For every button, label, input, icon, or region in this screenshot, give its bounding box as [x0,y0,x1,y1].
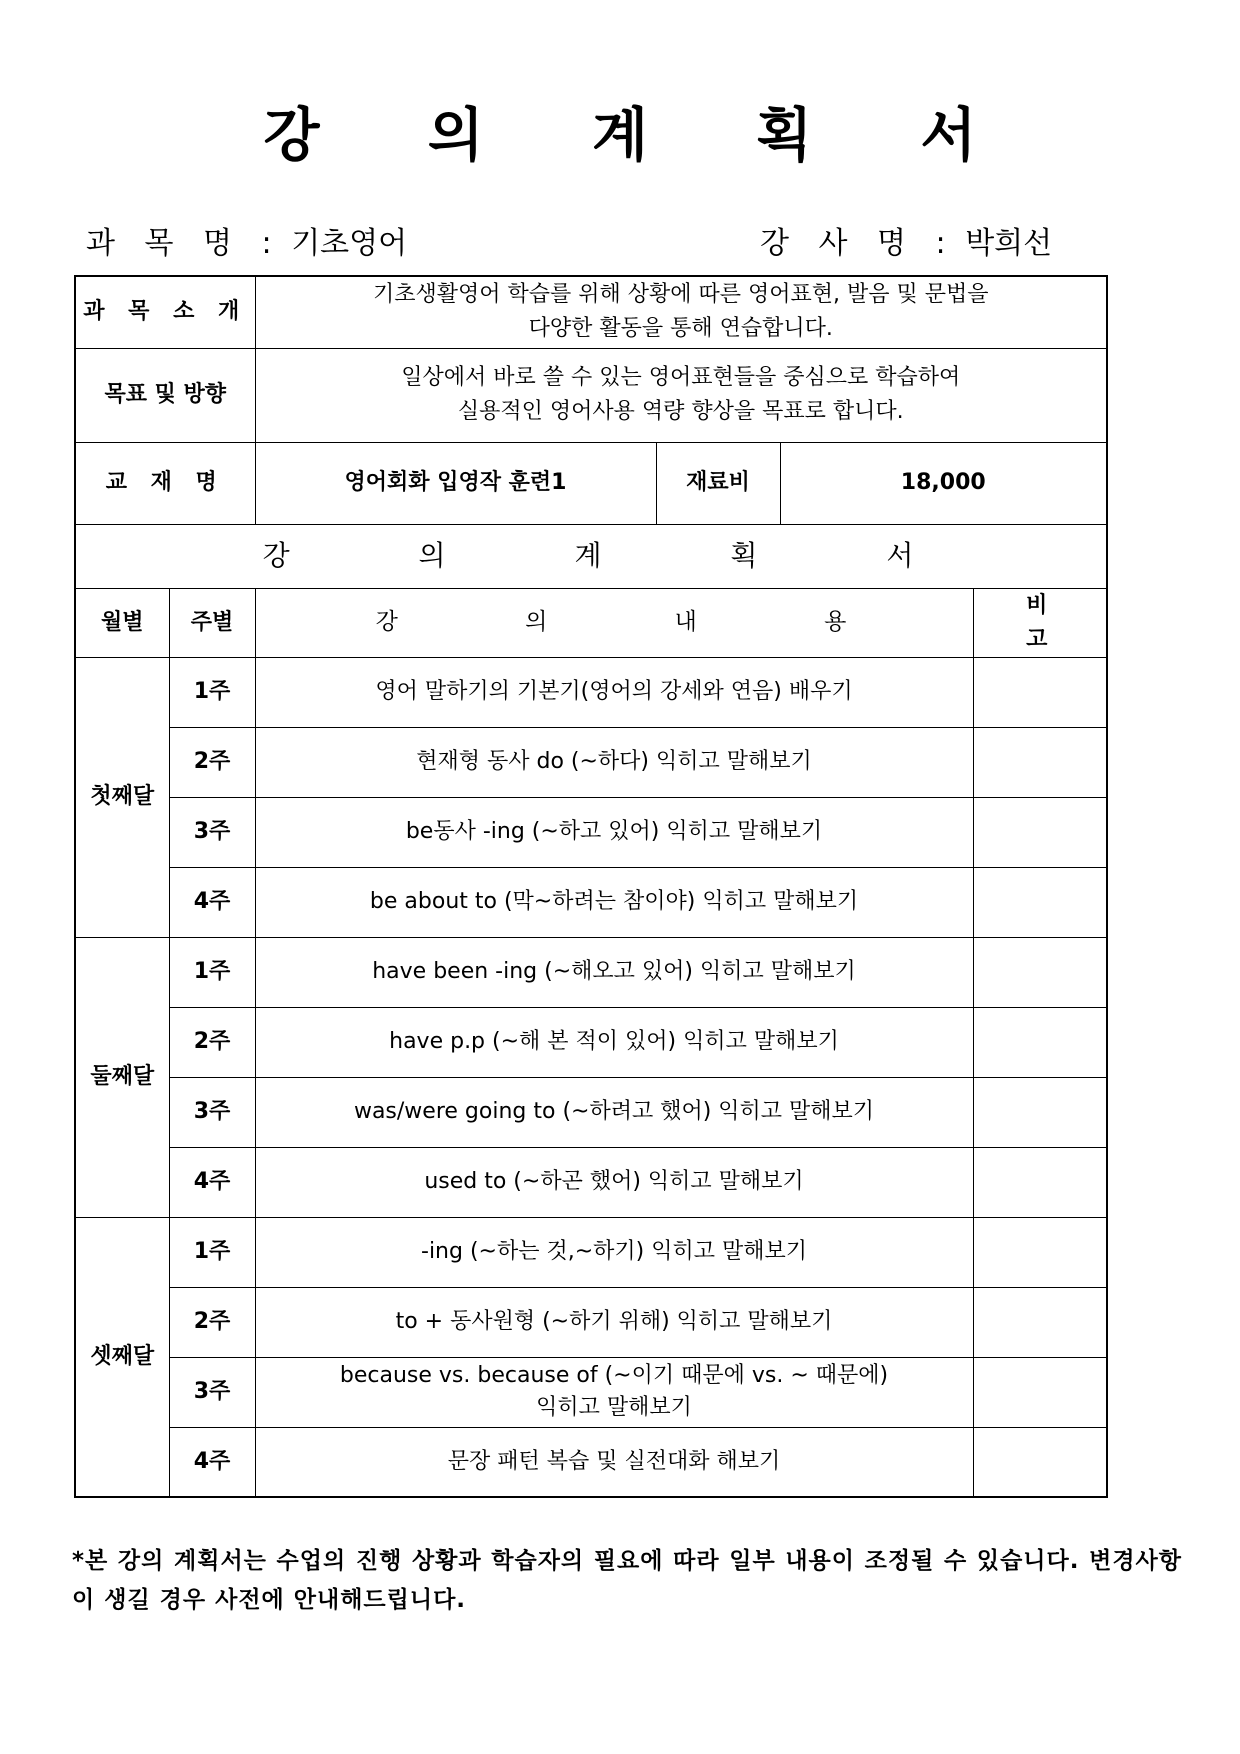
goal-label: 목표 및 방향 [75,348,255,442]
instructor-name-label: 강 사 명 : [760,226,956,261]
table-row [75,1077,1107,1147]
table-row [75,727,1107,797]
table-row [75,937,1107,1007]
lesson-content: 문장 패턴 복습 및 실전대화 해보기 [255,1427,973,1497]
instructor-name [760,218,1052,262]
textbook-row [75,442,1107,524]
week-label: 2주 [169,1007,255,1077]
table-row [75,867,1107,937]
note-cell [973,937,1107,1007]
table-row [75,797,1107,867]
table-row [75,1217,1107,1287]
course-name-label: 과 목 명 : [86,226,282,261]
note-cell [973,727,1107,797]
column-header-row [75,588,1107,657]
instructor-name-value: 박희선 [965,226,1053,261]
lesson-content-line-1: because vs. because of (~이기 때문에 vs. ~ 때문에) [339,1363,889,1389]
week-label: 3주 [169,797,255,867]
month-label: 셋째달 [75,1217,169,1497]
lesson-content: used to (~하곤 했어) 익히고 말해보기 [255,1147,973,1217]
week-label: 4주 [169,867,255,937]
table-row [75,1287,1107,1357]
col-note: 비 고 [973,588,1107,657]
col-week: 주별 [169,588,255,657]
col-content: 강 의 내 용 [255,588,973,657]
course-name-value: 기초영어 [291,226,408,261]
course-name [86,218,407,262]
intro-label: 과 목 소 개 [75,276,255,348]
week-label: 3주 [169,1077,255,1147]
lesson-content: 영어 말하기의 기본기(영어의 강세와 연음) 배우기 [255,657,973,727]
plan-section-title: 강 의 계 획 서 [75,524,1107,588]
lesson-content: have been -ing (~해오고 있어) 익히고 말해보기 [255,937,973,1007]
table-row [75,1007,1107,1077]
week-label: 1주 [169,1217,255,1287]
lesson-content: -ing (~하는 것,~하기) 익히고 말해보기 [255,1217,973,1287]
note-cell [973,1357,1107,1427]
table-row [75,1147,1107,1217]
lesson-content: be동사 -ing (~하고 있어) 익히고 말해보기 [255,797,973,867]
note-cell [973,1287,1107,1357]
note-cell [973,657,1107,727]
lesson-content-line-2: 익히고 말해보기 [536,1395,692,1421]
goal-text [255,348,1107,442]
lesson-content: be about to (막~하려는 참이야) 익히고 말해보기 [255,867,973,937]
week-label: 4주 [169,1427,255,1497]
material-fee-value: 18,000 [780,442,1107,524]
course-plan-table [74,275,1108,1498]
note-cell [973,1007,1107,1077]
week-label: 2주 [169,727,255,797]
goal-row [75,348,1107,442]
footer-note: *본 강의 계획서는 수업의 진행 상황과 학습자의 필요에 따라 일부 내용이 조정될 수 있습니다. 변경사항이 생길 경우 사전에 안내해드립니다. [72,1548,1182,1614]
table-row [75,1357,1107,1427]
intro-line-1: 기초생활영어 학습를 위해 상황에 따른 영어표현, 발음 및 문법을 [373,282,989,308]
intro-text [255,276,1107,348]
week-label: 3주 [169,1357,255,1427]
lesson-content [255,1357,973,1427]
lesson-content: to + 동사원형 (~하기 위해) 익히고 말해보기 [255,1287,973,1357]
note-cell [973,1217,1107,1287]
textbook-value: 영어회화 입영작 훈련1 [255,442,656,524]
goal-line-2: 실용적인 영어사용 역량 향상을 목표로 합니다. [457,399,904,424]
material-fee-label: 재료비 [656,442,780,524]
lesson-content: have p.p (~해 본 적이 있어) 익히고 말해보기 [255,1007,973,1077]
page-title: 강 의 계 획 서 [263,101,1021,169]
week-label: 1주 [169,657,255,727]
note-cell [973,1147,1107,1217]
note-cell [973,1427,1107,1497]
week-label: 1주 [169,937,255,1007]
plan-title-row [75,524,1107,588]
lesson-content: 현재형 동사 do (~하다) 익히고 말해보기 [255,727,973,797]
lesson-content: was/were going to (~하려고 했어) 익히고 말해보기 [255,1077,973,1147]
note-cell [973,1077,1107,1147]
table-row [75,1427,1107,1497]
textbook-label: 교 재 명 [75,442,255,524]
note-cell [973,797,1107,867]
goal-line-1: 일상에서 바로 쓸 수 있는 영어표현들을 중심으로 학습하여 [401,364,961,390]
week-label: 2주 [169,1287,255,1357]
month-label: 첫째달 [75,657,169,937]
intro-row [75,276,1107,348]
col-month: 월별 [75,588,169,657]
intro-line-2: 다양한 활동을 통해 연습합니다. [528,316,833,342]
table-row [75,657,1107,727]
week-label: 4주 [169,1147,255,1217]
month-label: 둘째달 [75,937,169,1217]
note-cell [973,867,1107,937]
